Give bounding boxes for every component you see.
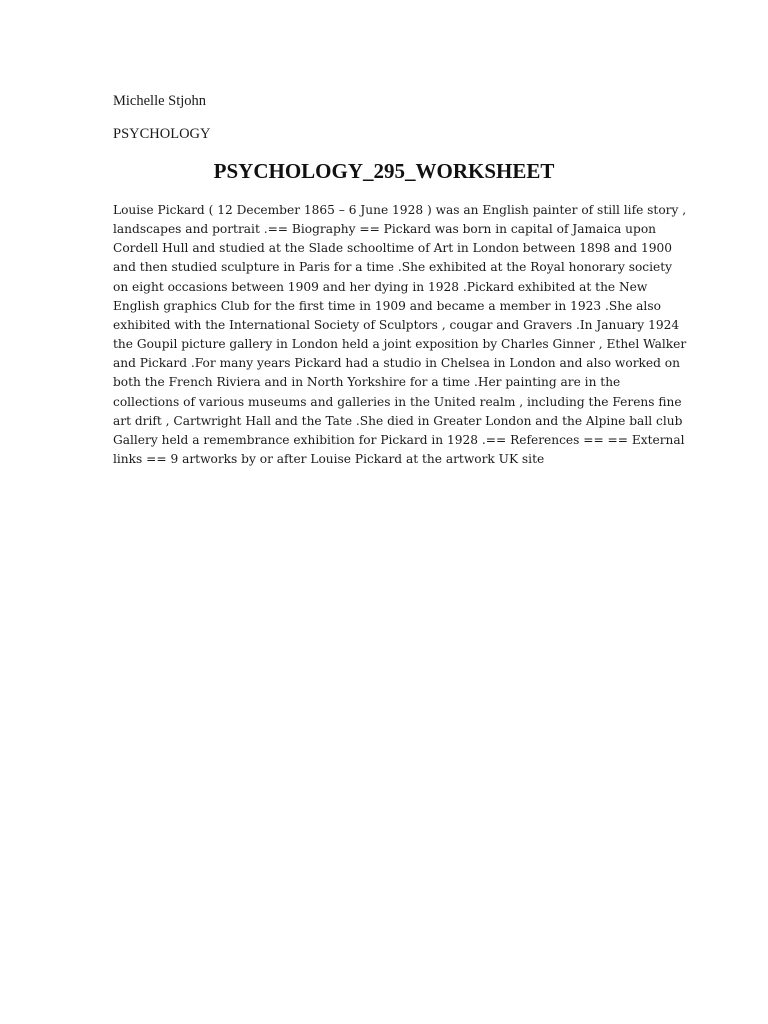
body-line: exhibited with the International Society of Sculptors , cougar and Gravers .In January 1924: [113, 317, 680, 332]
body-line: and Pickard .For many years Pickard had a studio in Chelsea in London and also worked on: [113, 356, 680, 371]
body-line: Cordell Hull and studied at the Slade schooltime of Art in London between 1898 and 1900: [113, 241, 672, 256]
body-line: and then studied sculpture in Paris for a time .She exhibited at the Royal honorary society: [113, 260, 673, 275]
body-line: English graphics Club for the first time in 1909 and became a member in 1923 .She also: [113, 298, 661, 313]
subject-label: PSYCHOLOGY: [113, 126, 211, 142]
body-line: the Goupil picture gallery in London held a joint exposition by Charles Ginner , Ethel Walker: [113, 337, 687, 352]
body-line: Louise Pickard ( 12 December 1865 – 6 June 1928 ) was an English painter of still life story ,: [113, 203, 687, 217]
author-name: Michelle Stjohn: [113, 93, 207, 109]
body-line: landscapes and portrait .== Biography == Pickard was born in capital of Jamaica upon: [113, 222, 657, 237]
document-title: PSYCHOLOGY_295_WORKSHEET: [213, 159, 555, 183]
body-paragraph: [113, 201, 687, 469]
body-line: on eight occasions between 1909 and her dying in 1928 .Pickard exhibited at the New: [113, 279, 648, 294]
body-line: collections of various museums and galleries in the United realm , including the Ferens fine: [113, 394, 682, 409]
body-line: art drift , Cartwright Hall and the Tate .She died in Greater London and the Alpine ball club: [113, 413, 683, 428]
body-line: links == 9 artworks by or after Louise Pickard at the artwork UK site: [113, 452, 545, 467]
body-line: both the French Riviera and in North Yorkshire for a time .Her painting are in the: [113, 375, 621, 390]
body-line: Gallery held a remembrance exhibition for Pickard in 1928 .== References == == External: [113, 432, 685, 447]
